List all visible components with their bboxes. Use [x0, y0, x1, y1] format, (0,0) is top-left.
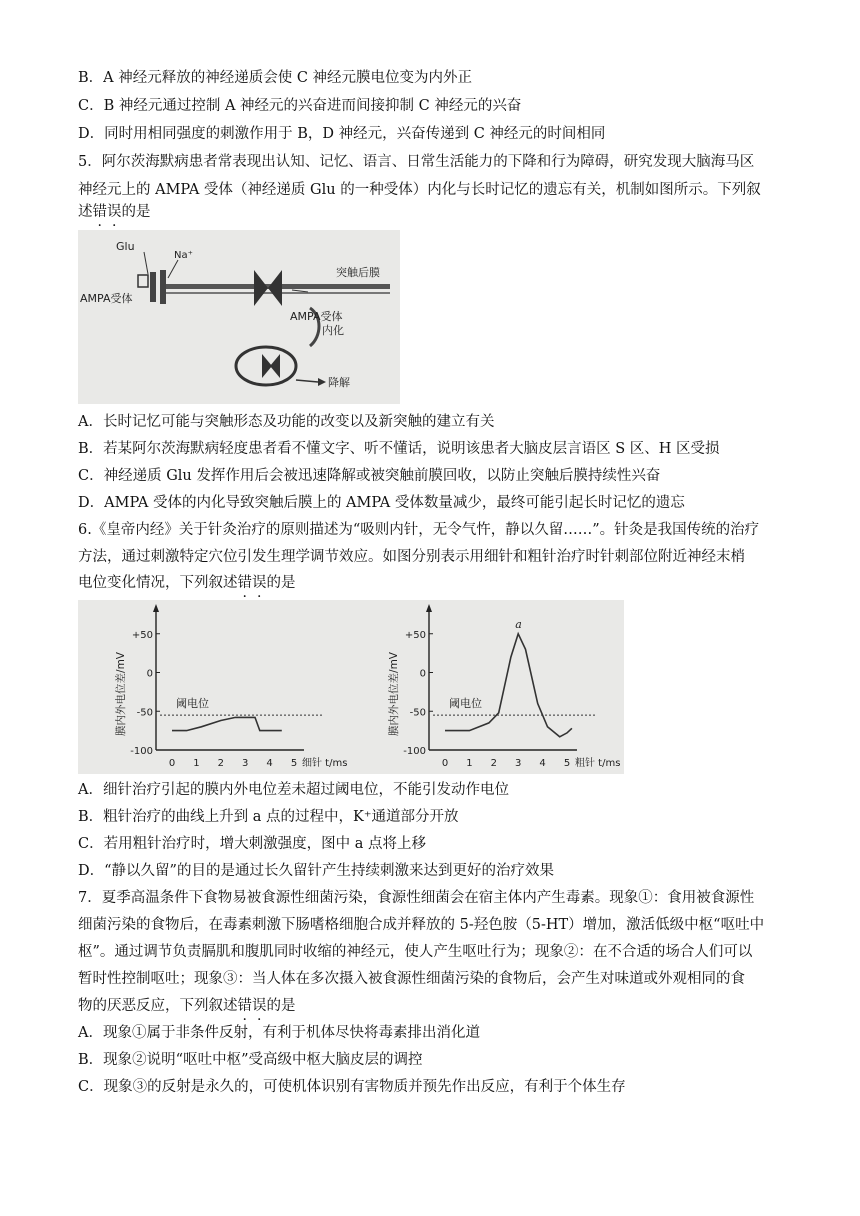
peak-label: a: [515, 617, 522, 631]
ampa-receptor-left: [150, 272, 156, 302]
glu-label: Glu: [116, 240, 135, 253]
q5-option-b: B．若某阿尔茨海默病轻度患者看不懂文字、听不懂话，说明该患者大脑皮层言语区 S 区、H 区受损: [78, 441, 720, 457]
internalization-label: 内化: [322, 324, 344, 337]
q4-option-b: B．A 神经元释放的神经递质会使 C 神经元膜电位变为内外正: [78, 70, 473, 86]
y-axis-label: 膜内外电位差/mV: [115, 652, 127, 736]
x-tick-label: 3: [242, 758, 249, 769]
potential-curve: [445, 634, 572, 737]
x-tick-label: 0: [168, 758, 176, 769]
q6-stem-line1: 6.《皇帝内经》关于针灸治疗的原则描述为“吸则内针，无令气忤，静以久留……”。针灸是我国传统的治疗: [78, 522, 760, 538]
ampa-mid-label: AMPA受体: [290, 310, 343, 323]
x-axis-label: 粗针 t/ms: [575, 758, 621, 769]
y-tick-label: -50: [409, 707, 426, 719]
y-tick-label: -50: [136, 707, 153, 719]
postsynaptic-label: 突触后膜: [336, 266, 380, 279]
q6-option-c: C．若用粗针治疗时，增大刺激强度，图中 a 点将上移: [78, 836, 426, 852]
y-tick-label: -100: [130, 746, 153, 757]
emphasis-char: 错: [92, 204, 107, 220]
q7-option-a: A．现象①属于非条件反射，有利于机体尽快将毒素排出消化道: [78, 1025, 480, 1041]
x-tick-label: 5: [290, 758, 298, 769]
y-tick-label: 0: [419, 668, 426, 680]
q5-stem-line3: 述错误的是: [78, 204, 151, 220]
x-tick-label: 1: [193, 758, 200, 769]
y-tick-label: +50: [131, 629, 153, 641]
y-tick-label: +50: [404, 629, 426, 641]
x-tick-label: 2: [490, 758, 497, 769]
y-tick-label: 0: [146, 668, 153, 680]
threshold-label: 阈电位: [176, 697, 209, 711]
q6-stem-line3: 电位变化情况，下列叙述错误的是: [78, 575, 296, 591]
q5-option-c: C．神经递质 Glu 发挥作用后会被迅速降解或被突触前膜回收，以防止突触后膜持续性兴奋: [78, 468, 661, 484]
glu-molecule: [138, 275, 148, 287]
x-tick-label: 4: [266, 758, 273, 769]
x-tick-label: 4: [539, 758, 546, 769]
q7-stem-line2: 细菌污染的食物后，在毒素刺激下肠嗜格细胞合成并释放的 5-羟色胺（5-HT）增加，激活低级中枢“呕吐中: [78, 917, 765, 933]
potential-curve: [172, 717, 282, 730]
q7-stem-line5: 物的厌恶反应，下列叙述错误的是: [78, 998, 296, 1014]
q5-option-d: D．AMPA 受体的内化导致突触后膜上的 AMPA 受体数量减少，最终可能引起长时记忆的遗忘: [78, 495, 685, 511]
q5-option-a: A．长时记忆可能与突触形态及功能的改变以及新突触的建立有关: [78, 414, 495, 430]
x-tick-label: 1: [466, 758, 473, 769]
y-tick-label: -100: [403, 746, 426, 757]
q5-stem-line2: 神经元上的 AMPA 受体（神经递质 Glu 的一种受体）内化与长时记忆的遗忘有关，机制如图所示。下列叙: [78, 182, 761, 198]
emphasis-char: 错: [237, 998, 252, 1014]
threshold-label: 阈电位: [449, 697, 482, 711]
degradation-label: 降解: [328, 376, 350, 389]
q6-option-b: B．粗针治疗的曲线上升到 a 点的过程中，K⁺通道部分开放: [78, 809, 459, 825]
x-axis-label: 细针 t/ms: [302, 758, 348, 769]
q4-option-d: D．同时用相同强度的刺激作用于 B，D 神经元，兴奋传递到 C 神经元的时间相同: [78, 126, 606, 142]
q7-stem-line3: 枢”。通过调节负责膈肌和腹肌同时收缩的神经元，使人产生呕吐行为；现象②：在不合适的场合人们可以: [78, 944, 753, 960]
ampa-receptor-mid: [254, 270, 268, 306]
x-tick-label: 3: [515, 758, 522, 769]
x-tick-label: 5: [563, 758, 571, 769]
ampa-left-label: AMPA受体: [80, 292, 133, 305]
q6-option-a: A．细针治疗引起的膜内外电位差未超过阈电位，不能引发动作电位: [78, 782, 509, 798]
y-axis-arrow: [426, 604, 432, 612]
y-axis-label: 膜内外电位差/mV: [388, 652, 400, 736]
emphasis-char: 错: [237, 575, 252, 591]
ampa-mechanism-figure: [78, 230, 400, 404]
action-potential-figure: [78, 600, 624, 774]
x-tick-label: 0: [441, 758, 449, 769]
q6-stem-line2: 方法，通过刺激特定穴位引发生理学调节效应。如图分别表示用细针和粗针治疗时针刺部位附近神经末梢: [78, 549, 745, 565]
q6-option-d: D．“静以久留”的目的是通过长久留针产生持续刺激来达到更好的治疗效果: [78, 863, 554, 879]
q7-option-c: C．现象③的反射是永久的，可使机体识别有害物质并预先作出反应，有利于个体生存: [78, 1079, 626, 1095]
q7-stem-line1: 7．夏季高温条件下食物易被食源性细菌污染，食源性细菌会在宿主体内产生毒素。现象①：食用被食源性: [78, 890, 755, 906]
emphasis-char: 误: [107, 204, 122, 220]
y-axis-arrow: [153, 604, 159, 612]
q4-option-c: C．B 神经元通过控制 A 神经元的兴奋进而间接抑制 C 神经元的兴奋: [78, 98, 522, 114]
emphasis-char: 误: [252, 998, 267, 1014]
x-tick-label: 2: [217, 758, 224, 769]
na-label: Na⁺: [174, 250, 193, 261]
emphasis-char: 误: [252, 575, 267, 591]
q7-option-b: B．现象②说明“呕吐中枢”受高级中枢大脑皮层的调控: [78, 1052, 423, 1068]
q7-stem-line4: 暂时性控制呕吐；现象③：当人体在多次摄入被食源性细菌污染的食物后，会产生对味道或外观相同的食: [78, 971, 745, 987]
q5-stem-line1: 5．阿尔茨海默病患者常表现出认知、记忆、语言、日常生活能力的下降和行为障碍，研究发现大脑海马区: [78, 154, 755, 170]
